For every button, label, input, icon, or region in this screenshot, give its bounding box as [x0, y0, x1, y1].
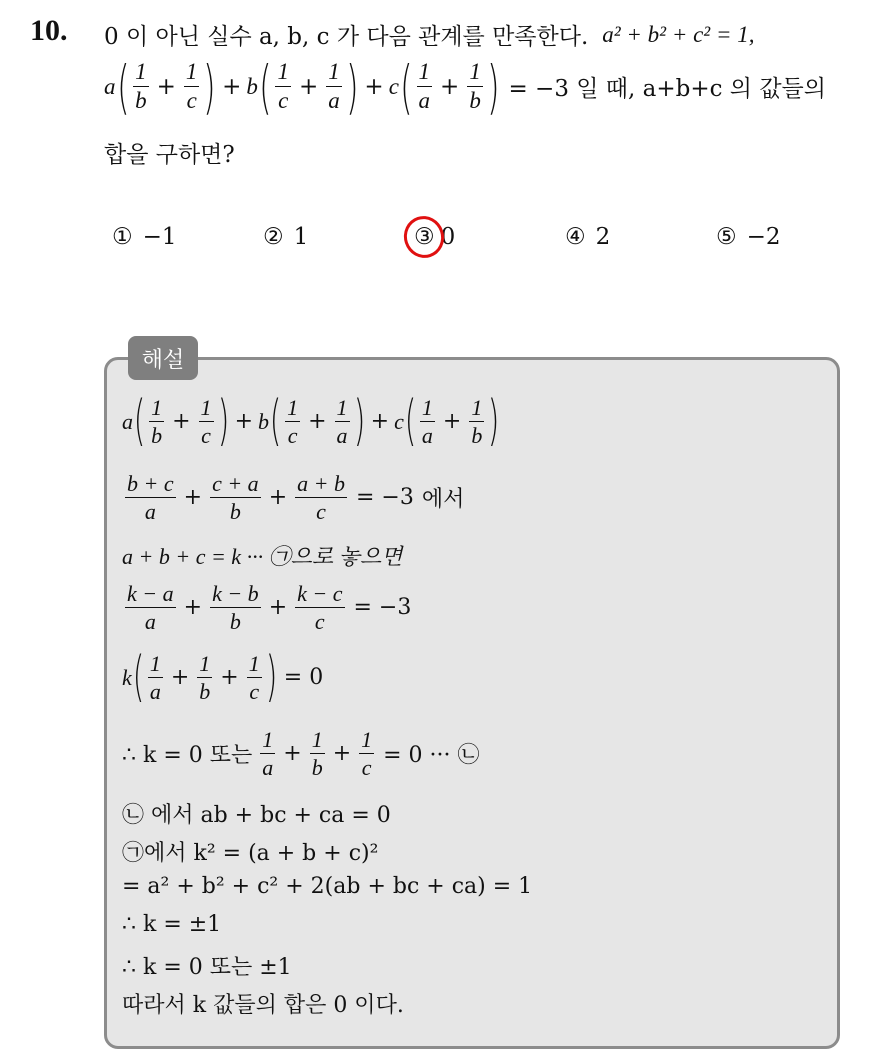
choice-2-value: 1 — [293, 224, 309, 250]
choice-2[interactable]: ② 1 — [263, 224, 309, 250]
choice-5[interactable]: ⑤ −2 — [716, 224, 781, 250]
solution-line-5: k ( $\frac{1}{a}$ + $\frac{1}{b}$ + $\frac{1}{c}$ ) = 0 — [122, 645, 324, 709]
choice-1-value: −1 — [142, 224, 177, 250]
choice-3-value: 0 — [440, 224, 456, 250]
solution-line-10: ∴ k = ±1 — [122, 912, 222, 937]
solution-line-11: ∴ k = 0 또는 ±1 — [122, 955, 292, 980]
choice-3[interactable]: ③ 0 — [414, 224, 456, 250]
answer-circle-mark — [398, 211, 449, 263]
solution-line-7: ㉡ 에서 ab + bc + ca = 0 — [122, 803, 391, 828]
solution-line-6: ∴ k = 0 또는 $\frac{1}{a}$ + $\frac{1}{b}$ + $\frac{1}{c}$ = 0 ··· ㉡ — [122, 727, 480, 781]
solution-line-2: $\frac{b + c}{a}$ + $\frac{c + a}{b}$ + $\frac{a + b}{c}$ = −3 에서 — [127, 471, 465, 525]
choice-4[interactable]: ④ 2 — [565, 224, 611, 250]
choice-4-value: 2 — [595, 224, 611, 250]
problem-line-1 — [104, 18, 754, 51]
solution-line-1: a ( $\frac{1}{b}$ + $\frac{1}{c}$ ) + b ( $\frac{1}{c}$ + $\frac{1}{a}$ ) + c ( $\frac{1}{a}$ + $\frac{1}{b}$ ) — [122, 389, 500, 453]
problem-intro-text: 0 이 아닌 실수 a, b, c 가 다음 관계를 만족한다. — [104, 24, 589, 50]
solution-conclusion: 따라서 k 값들의 합은 0 이다. — [122, 993, 404, 1018]
solution-line-4: $\frac{k - a}{a}$ + $\frac{k - b}{b}$ + $\frac{k - c}{c}$ = −3 — [127, 581, 412, 635]
solution-label: 해설 — [128, 336, 198, 380]
solution-line-3: a + b + c = k ··· ㉠으로 놓으면 — [122, 544, 403, 569]
solution-line-8: ㉠에서 k² = (a + b + c)² — [122, 841, 379, 866]
problem-condition-tail: = −3 일 때, a+b+c 의 값들의 — [508, 76, 826, 103]
problem-number: 10. — [30, 14, 68, 47]
problem-question: 합을 구하면? — [104, 142, 235, 168]
choice-1[interactable]: ① −1 — [112, 224, 177, 250]
solution-line-9: = a² + b² + c² + 2(ab + bc + ca) = 1 — [122, 874, 533, 899]
problem-constraint: a² + b² + c² = 1, — [602, 21, 755, 47]
problem-line-2: a ( $\frac{1}{b}$ + $\frac{1}{c}$ ) + b ( $\frac{1}{c}$ + $\frac{1}{a}$ ) + c ( $\frac{1}{a}$ + $\frac{1}{b}$ ) = −3 일 때, a+b+c 의 값들의 — [104, 52, 826, 121]
choice-5-value: −2 — [746, 224, 781, 250]
